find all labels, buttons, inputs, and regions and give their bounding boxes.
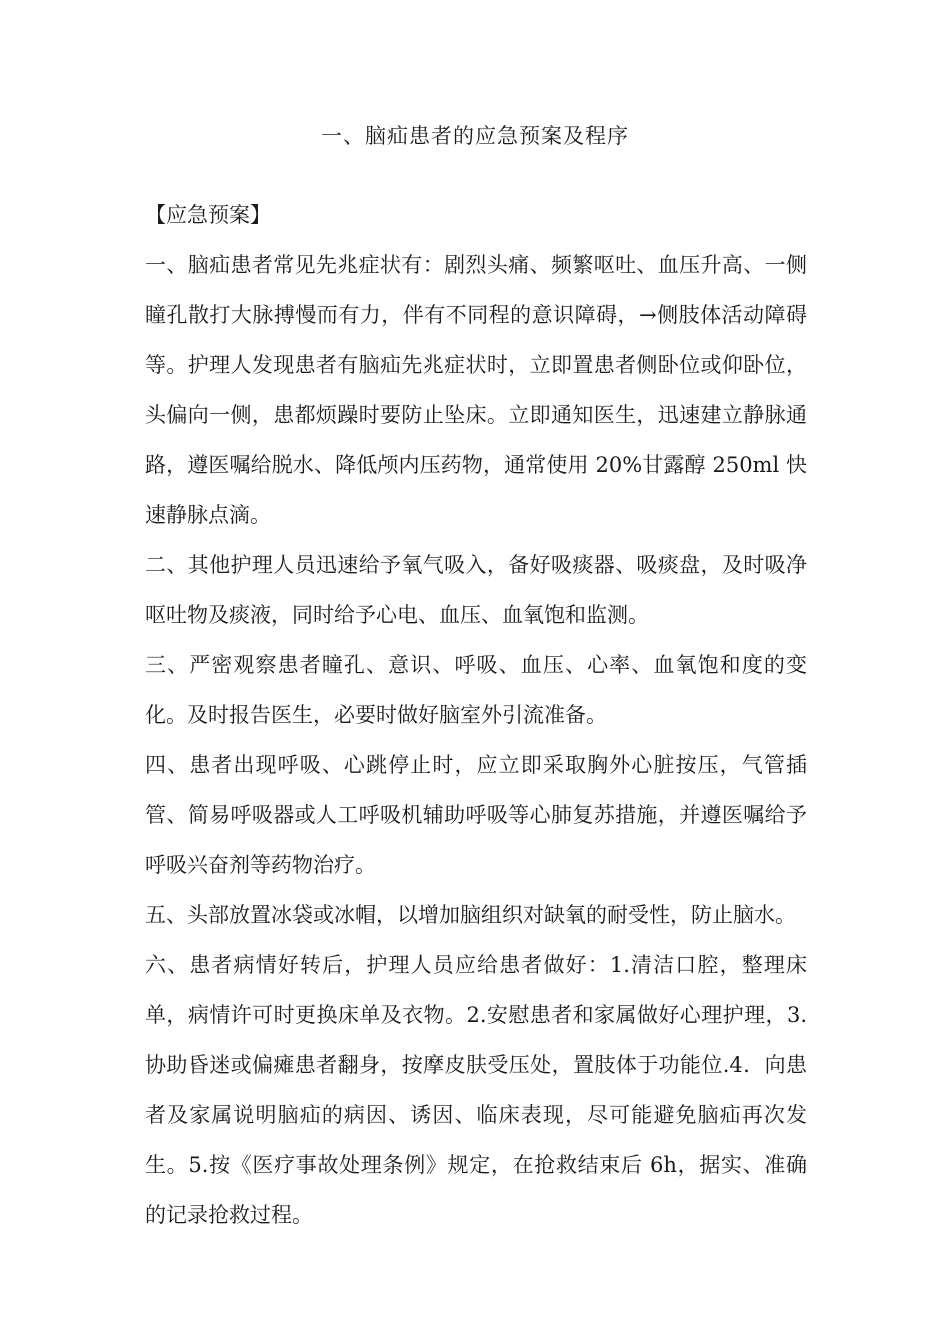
section-heading: 【应急预案】 — [145, 203, 271, 227]
document-body — [145, 190, 807, 1240]
paragraph-1: 一、脑疝患者常见先兆症状有：剧烈头痛、频繁呕吐、血压升高、一侧瞳孔散打大脉搏慢而有力，伴有不同程的意识障碍，→侧肢体活动障碍等。护理人发现患者有脑疝先兆症状时，立即置患者侧卧位或仰卧位，头偏向一侧，患都烦躁时要防止坠床。立即通知医生，迅速建立静脉通路，遵医嘱给脱水、降低颅内压药物，通常使用 20%甘露醇 250ml 快速静脉点滴。 — [145, 253, 807, 527]
paragraph-3: 三、严密观察患者瞳孔、意识、呼吸、血压、心率、血氧饱和度的变化。及时报告医生，必要时做好脑室外引流准备。 — [145, 653, 807, 727]
paragraph-6: 六、患者病情好转后，护理人员应给患者做好：1.清洁口腔，整理床单，病情许可时更换床单及衣物。2.安慰患者和家属做好心理护理，3.协助昏迷或偏瘫患者翻身，按摩皮肤受压处，置肢体于功能位.4．向患者及家属说明脑疝的病因、诱因、临床表现，尽可能避免脑疝再次发生。5.按《医疗事故处理条例》规定，在抢救结束后 6h，据实、准确的记录抢救过程。 — [145, 953, 807, 1227]
paragraph-5: 五、头部放置冰袋或冰帽，以增加脑组织对缺氧的耐受性，防止脑水。 — [145, 903, 796, 927]
paragraph-2: 二、其他护理人员迅速给予氧气吸入，备好吸痰器、吸痰盘，及时吸净呕吐物及痰液，同时给予心电、血压、血氧饱和监测。 — [145, 553, 807, 627]
paragraph-4: 四、患者出现呼吸、心跳停止时，应立即采取胸外心脏按压，气管插管、简易呼吸器或人工呼吸机辅助呼吸等心肺复苏措施，并遵医嘱给予呼吸兴奋剂等药物治疗。 — [145, 753, 807, 877]
document-title: 一、脑疝患者的应急预案及程序 — [321, 124, 629, 148]
